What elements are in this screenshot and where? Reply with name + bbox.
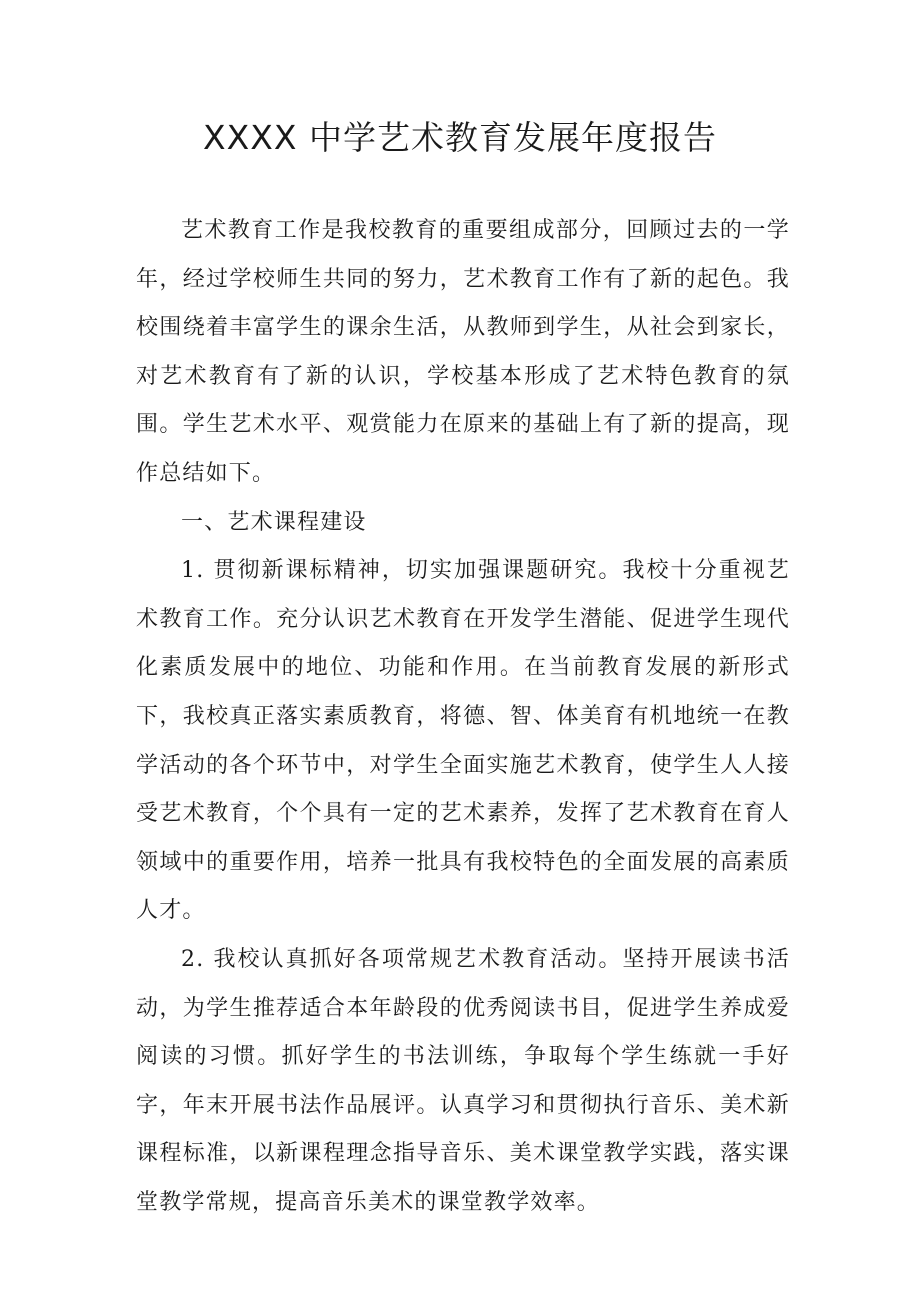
intro-paragraph: 艺术教育工作是我校教育的重要组成部分，回顾过去的一学年，经过学校师生共同的努力，艺术教育工作有了新的起色。我校围绕着丰富学生的课余生活，从教师到学生，从社会到家长，对艺术教育有了新的认识，学校基本形成了艺术特色教育的氛围。学生艺术水平、观赏能力在原来的基础上有了新的提高，现作总结如下。 [136, 218, 790, 486]
list-item-1: 1. 贯彻新课标精神，切实加强课题研究。我校十分重视艺术教育工作。充分认识艺术教育在开发学生潜能、促进学生现代化素质发展中的地位、功能和作用。在当前教育发展的新形式下，我校真正落实素质教育，将德、智、体美育有机地统一在教学活动的各个环节中，对学生全面实施艺术教育，使学生人人接受艺术教育，个个具有一定的艺术素养，发挥了艺术教育在育人领域中的重要作用，培养一批具有我校特色的全面发展的高素质人才。 [136, 558, 790, 924]
section-heading-art-curriculum: 一、艺术课程建设 [181, 509, 367, 535]
list-item-2: 2. 我校认真抓好各项常规艺术教育活动。坚持开展读书活动，为学生推荐适合本年龄段的优秀阅读书目，促进学生养成爱阅读的习惯。抓好学生的书法训练，争取每个学生练就一手好字，年末开展书法作品展评。认真学习和贯彻执行音乐、美术新课程标准，以新课程理念指导音乐、美术课堂教学实践，落实课堂教学常规，提高音乐美术的课堂教学效率。 [136, 946, 790, 1215]
document-title: XXXX 中学艺术教育发展年度报告 [203, 118, 717, 157]
document-body [136, 207, 790, 1227]
